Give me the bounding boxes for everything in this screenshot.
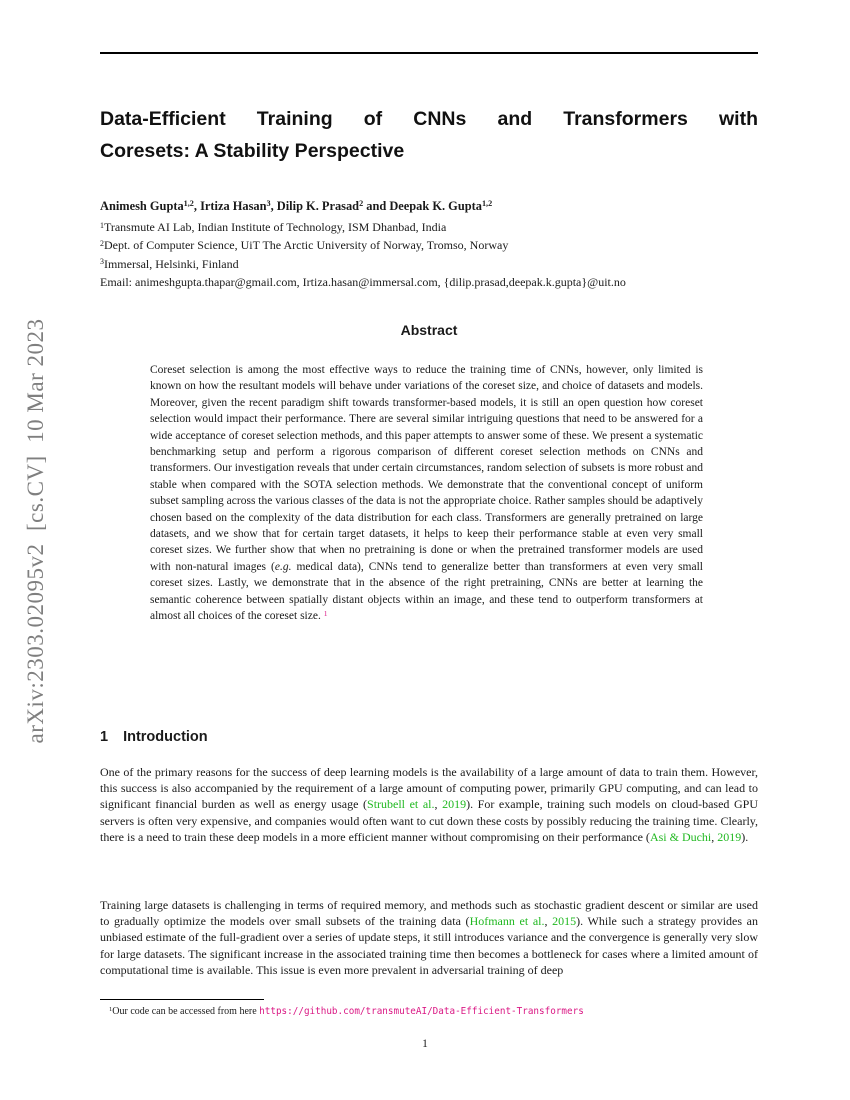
footnote-text: Our code can be accessed from here [112,1006,260,1017]
italic-text: e.g. [274,560,292,573]
section-heading-introduction [100,729,208,745]
footnote-reference-link[interactable]: 1 [323,608,328,618]
citation-link[interactable]: Strubell et al. [367,797,435,812]
email-line: Email: animeshgupta.thapar@gmail.com, Irtiza.hasan@immersal.com, {dilip.prasad,deepak.k.gupta}@uit.no [100,274,626,289]
section-number: 1 [100,729,109,745]
intro-paragraph-2 [100,897,758,978]
citation-link[interactable]: 2019 [717,829,742,844]
footnote-marker: 1 [109,1006,113,1014]
superscript-marker: 1 [100,220,104,230]
text-segment: ). For example, training such models on cloud-based GPU servers is often very expensive, and companies would often want to cut down these costs by possibly reducing the training time. Clearly, there is a need to train these deep models in a more efficient manner without compromising on their performance ( [100,797,759,844]
footnote-rule [100,999,264,1000]
superscript-marker: 2 [100,238,104,248]
text-segment: One of the primary reasons for the success of deep learning models is the availability of a large amount of data to train them. However, this success is also accompanied by the requirement of a large amount of computing power, primarily GPU computing, and can lead to significant financial burden as well as energy usage ( [100,765,758,812]
text-segment: , [434,797,443,812]
text-segment: Animesh Gupta [100,199,184,213]
footnote [100,1005,758,1019]
text-segment: , Irtiza Hasan [193,199,267,213]
arxiv-watermark: arXiv:2303.02095v2 [cs.CV] 10 Mar 2023 [23,318,48,744]
citation-link[interactable]: Hofmann et al. [469,914,545,929]
text-segment: , Dilip K. Prasad [270,199,360,213]
text-segment: , [544,914,553,929]
paper-title-line1: Data-Efficient Training of CNNs and Transformers with [100,108,758,130]
text-segment: Dept. of Computer Science, UiT The Arctic University of Norway, Tromso, Norway [103,238,509,253]
abstract-heading: Abstract [400,322,458,338]
header-rule [100,52,758,54]
section-title: Introduction [123,729,208,745]
text-segment: Transmute AI Lab, Indian Institute of Technology, ISM Dhanbad, India [103,220,447,235]
superscript-marker: 3 [100,257,104,267]
superscript-marker: 3 [266,199,271,209]
code-repository-link[interactable]: https://github.com/transmuteAI/Data-Efficient-Transformers [259,1006,584,1017]
paper-title-line2: Coresets: A Stability Perspective [100,140,405,162]
affiliation-1 [100,219,758,237]
superscript-marker: 1,2 [183,199,194,209]
citation-link[interactable]: 2015 [552,914,577,929]
intro-paragraph-1 [100,764,758,845]
abstract-text [150,362,703,626]
text-segment: Coreset selection is among the most effective ways to reduce the training time of CNNs, however, only limited is known on how the resultant models will behave under variations of the coreset size, and choice of datasets and models. Moreover, given the recent paradigm shift towards transformer-based models, it is still an open question how coreset selection would impact their performance. There are several similar intriguing questions that need to be answered for a wide acceptance of coreset selection methods, and this paper attempts to answer some of these. We present a systematic benchmarking setup and perform a rigorous comparison of different coreset selection methods on CNNs and transformers. Our investigation reveals that under certain circumstances, random selection of subsets is more robust and stable when compared with the SOTA selection methods. We demonstrate that the conventional concept of uniform subset sampling across the various classes of the data is not the appropriate choice. Rather samples should be adaptively chosen based on the complexity of the data distribution for each class. Transformers are generally pretrained on large datasets, and we show that for certain target datasets, it helps to keep their performance stable at even very small coreset sizes. We further show that when no pretraining is done or when the pretrained transformer models are used with non-natural images ( [150,364,703,573]
text-segment: , [711,829,718,844]
text-segment: Immersal, Helsinki, Finland [103,256,239,271]
affiliation-2 [100,237,758,255]
text-segment: and Deepak K. Gupta [363,199,482,213]
citation-link[interactable]: 2019 [442,797,467,812]
text-segment: Training large datasets is challenging in terms of required memory, and methods such as stochastic gradient descent or similar are used to gradually optimize the models over small subsets of the training data ( [100,898,758,929]
text-segment: ). [741,829,749,844]
author-names [100,198,758,216]
abstract-rich-text [150,364,703,622]
text-segment: medical data), CNNs tend to generalize better than transformers at even very small coreset sizes. Lastly, we demonstrate that in the absence of the right pretraining, CNNs are better at learning the semantic coherence between spatially distant objects within an image, and these tend to outperform transformers at almost all choices of the coreset size. [150,560,703,623]
superscript-marker: 2 [359,199,364,209]
author-block [100,198,758,290]
text-segment: ). While such a strategy provides an unbiased estimate of the full-gradient over a series of update steps, it still introduces variance and the convergence is generally very slow for large datasets. The significant increase in the associated training time then becomes a bottleneck for cases where a limited amount of computational time is available. This issue is even more prevalent in adversarial training of deep [100,914,759,977]
superscript-marker: 1,2 [481,199,493,209]
page-number: 1 [422,1038,428,1050]
affiliation-3 [100,256,758,274]
paper-title [100,103,758,167]
citation-link[interactable]: Asi & Duchi [649,829,712,844]
